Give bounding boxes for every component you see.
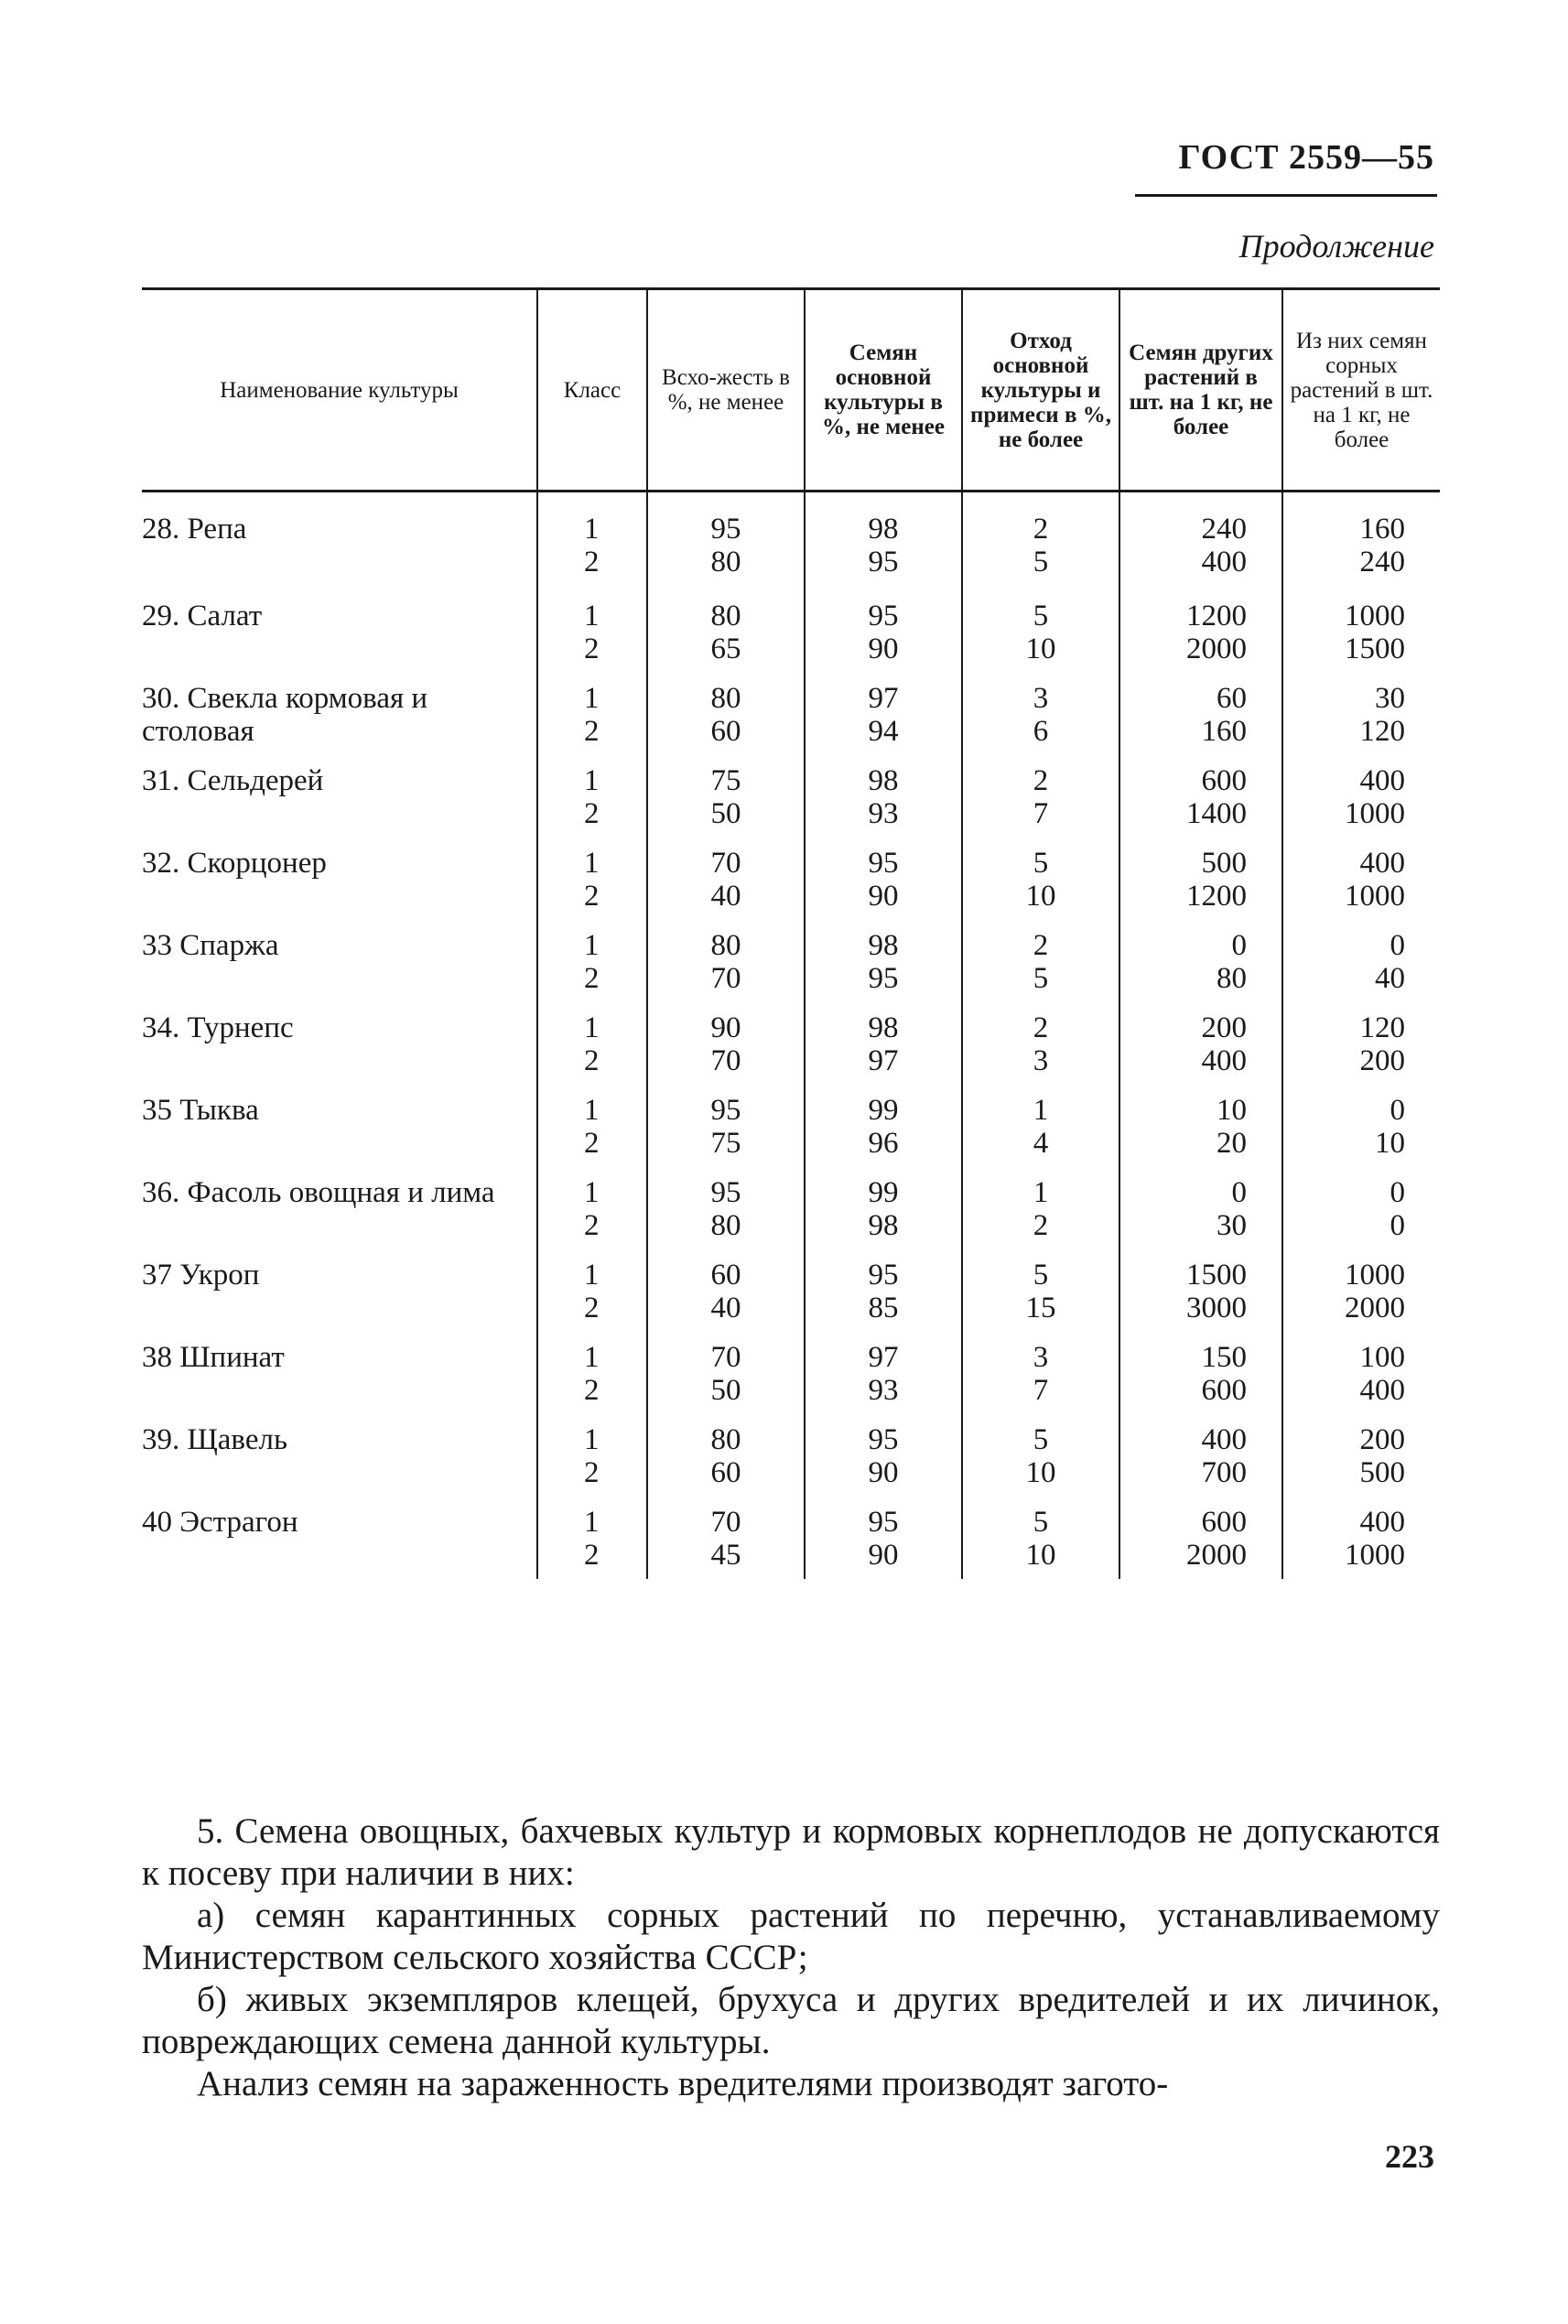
waste-value: 5 [1033,599,1049,632]
germination-cell [647,838,805,920]
weed-seeds-cell [1282,755,1440,838]
other-seeds-cell [1119,1167,1282,1249]
germination-value: 80 [710,928,741,962]
crop-name: 36. Фасоль овощная и лима [142,1175,495,1209]
waste-value: 5 [1033,1422,1049,1456]
weed-seeds-value: 400 [1359,846,1405,880]
waste-cell [962,1414,1119,1497]
germination-cell [647,755,805,838]
class-value: 2 [584,1373,600,1407]
table-row [142,1002,1440,1085]
weed-seeds-cell [1282,1414,1440,1497]
main-seeds-cell [805,1414,962,1497]
class-cell [537,673,647,755]
main-seeds-cell [805,1497,962,1579]
germination-cell [647,1332,805,1414]
crop-name-cell [142,838,537,920]
crop-name-cell [142,755,537,838]
crop-name-cell [142,1249,537,1332]
main-seeds-cell [805,1167,962,1249]
crop-name-cell [142,1414,537,1497]
waste-cell [962,920,1119,1002]
other-seeds-value: 600 [1201,763,1247,797]
table-row [142,1414,1440,1497]
main-seeds-value: 95 [868,1258,899,1292]
class-value: 1 [584,763,600,797]
main-seeds-value: 97 [868,1043,899,1077]
main-seeds-value: 98 [868,1011,899,1044]
class-cell [537,1249,647,1332]
main-seeds-value: 95 [868,546,899,578]
main-seeds-value: 90 [868,1455,899,1489]
other-seeds-value: 200 [1201,1011,1247,1044]
class-value: 2 [584,714,600,748]
main-seeds-cell [805,590,962,673]
germination-cell [647,1167,805,1249]
other-seeds-value: 240 [1201,513,1247,546]
weed-seeds-cell [1282,1002,1440,1085]
weed-seeds-value: 400 [1359,1373,1405,1407]
weed-seeds-value: 10 [1375,1126,1405,1160]
other-seeds-cell [1119,838,1282,920]
crop-name-cell [142,590,537,673]
waste-cell [962,755,1119,838]
other-seeds-value: 0 [1231,1175,1247,1209]
other-seeds-cell [1119,1085,1282,1167]
main-seeds-value: 90 [868,632,899,665]
class-value: 2 [584,1208,600,1242]
waste-cell [962,1332,1119,1414]
weed-seeds-value: 1000 [1345,1538,1405,1572]
weed-seeds-value: 40 [1375,961,1405,995]
germination-value: 40 [710,879,741,913]
column-header-waste: Отход основной культуры и примеси в %, не более [962,289,1119,492]
waste-value: 5 [1033,961,1049,995]
table-row [142,1167,1440,1249]
waste-value: 10 [1025,1538,1056,1572]
crop-name-cell [142,673,537,755]
other-seeds-cell [1119,920,1282,1002]
main-seeds-cell [805,1085,962,1167]
main-seeds-cell [805,1249,962,1332]
crop-name: 39. Щавель [142,1422,287,1456]
crop-name: 38 Шпинат [142,1340,285,1374]
class-value: 2 [584,1538,600,1572]
waste-value: 3 [1033,1340,1049,1374]
class-value: 2 [584,632,600,665]
paragraph-5: 5. Семена овощных, бахчевых культур и кормовых корнеплодов не допускаются к посеву при наличии в них: [142,1811,1440,1893]
weed-seeds-value: 0 [1390,928,1405,962]
other-seeds-value: 600 [1201,1505,1247,1539]
page-number: 223 [1385,2138,1434,2175]
main-seeds-cell [805,1332,962,1414]
main-seeds-value: 94 [868,714,899,748]
crop-name: 31. Сельдерей [142,763,324,797]
crop-name: 30. Свекла кормовая и столовая [142,681,428,748]
weed-seeds-cell [1282,1167,1440,1249]
waste-value: 15 [1025,1291,1056,1324]
class-cell [537,590,647,673]
waste-value: 1 [1033,1093,1049,1127]
germination-value: 60 [710,714,741,748]
other-seeds-value: 160 [1201,714,1247,748]
main-seeds-cell [805,673,962,755]
waste-value: 5 [1033,1505,1049,1539]
waste-value: 4 [1033,1126,1049,1160]
waste-value: 2 [1033,928,1049,962]
germination-value: 75 [710,763,741,797]
crop-name-cell [142,920,537,1002]
column-header-other-seeds: Семян других растений в шт. на 1 кг, не более [1119,289,1282,492]
other-seeds-value: 1500 [1186,1258,1247,1292]
column-header-germination: Всхо-жесть в %, не менее [647,289,805,492]
germination-cell [647,673,805,755]
class-cell [537,492,647,590]
table-header-row [142,289,1440,492]
other-seeds-cell [1119,590,1282,673]
continuation-label: Продолжение [1238,228,1434,265]
germination-value: 80 [710,599,741,632]
weed-seeds-value: 120 [1359,1011,1405,1044]
waste-value: 5 [1033,846,1049,880]
waste-value: 2 [1033,763,1049,797]
germination-value: 70 [710,1340,741,1374]
waste-value: 3 [1033,1043,1049,1077]
weed-seeds-value: 400 [1359,763,1405,797]
germination-value: 95 [710,1093,741,1127]
waste-value: 10 [1025,1455,1056,1489]
main-seeds-value: 97 [868,681,899,715]
other-seeds-value: 10 [1217,1093,1247,1127]
other-seeds-cell [1119,1414,1282,1497]
weed-seeds-cell [1282,1085,1440,1167]
class-cell [537,755,647,838]
main-seeds-value: 96 [868,1126,899,1160]
class-value: 1 [584,1340,600,1374]
weed-seeds-value: 1000 [1345,599,1405,632]
germination-cell [647,1249,805,1332]
waste-value: 6 [1033,714,1049,748]
waste-value: 3 [1033,681,1049,715]
germination-value: 60 [710,1455,741,1489]
main-seeds-value: 95 [868,599,899,632]
table-row [142,1085,1440,1167]
table-row [142,1332,1440,1414]
waste-cell [962,1249,1119,1332]
weed-seeds-value: 160 [1359,513,1405,546]
other-seeds-cell [1119,1497,1282,1579]
table-row [142,673,1440,755]
table-row [142,590,1440,673]
class-cell [537,1085,647,1167]
class-value: 1 [584,1258,600,1292]
germination-cell [647,1497,805,1579]
weed-seeds-cell [1282,838,1440,920]
crop-name: 32. Скорцонер [142,846,327,880]
main-seeds-value: 90 [868,879,899,913]
class-value: 2 [584,1291,600,1324]
class-value: 1 [584,928,600,962]
germination-value: 65 [710,632,741,665]
table-body [142,492,1440,1579]
waste-value: 10 [1025,879,1056,913]
class-cell [537,1332,647,1414]
germination-cell [647,590,805,673]
main-seeds-cell [805,1002,962,1085]
other-seeds-value: 500 [1201,846,1247,880]
main-seeds-value: 93 [868,796,899,830]
weed-seeds-value: 240 [1359,546,1405,578]
germination-value: 70 [710,1505,741,1539]
weed-seeds-value: 200 [1359,1422,1405,1456]
germination-value: 90 [710,1011,741,1044]
table-row [142,838,1440,920]
main-seeds-value: 95 [868,1422,899,1456]
germination-value: 60 [710,1258,741,1292]
weed-seeds-cell [1282,1497,1440,1579]
waste-value: 7 [1033,796,1049,830]
crop-name: 33 Спаржа [142,928,279,962]
germination-value: 95 [710,513,741,546]
main-seeds-value: 98 [868,928,899,962]
weed-seeds-value: 400 [1359,1505,1405,1539]
table-row [142,492,1440,590]
body-text [142,1811,1440,2105]
weed-seeds-value: 30 [1375,681,1405,715]
class-value: 1 [584,599,600,632]
class-value: 1 [584,1011,600,1044]
germination-cell [647,1085,805,1167]
other-seeds-value: 600 [1201,1373,1247,1407]
document-code: ГОСТ 2559—55 [1178,138,1434,177]
waste-value: 7 [1033,1373,1049,1407]
crop-name-cell [142,492,537,590]
main-seeds-cell [805,492,962,590]
germination-value: 50 [710,1373,741,1407]
class-value: 2 [584,1455,600,1489]
crop-name-cell [142,1085,537,1167]
germination-cell [647,1414,805,1497]
main-seeds-value: 93 [868,1373,899,1407]
waste-value: 5 [1033,1258,1049,1292]
other-seeds-value: 2000 [1186,632,1247,665]
main-seeds-value: 98 [868,1208,899,1242]
other-seeds-value: 2000 [1186,1538,1247,1572]
main-seeds-cell [805,755,962,838]
other-seeds-value: 80 [1217,961,1247,995]
main-seeds-value: 95 [868,1505,899,1539]
class-value: 1 [584,846,600,880]
class-value: 1 [584,1093,600,1127]
germination-value: 70 [710,961,741,995]
class-cell [537,920,647,1002]
germination-value: 80 [710,681,741,715]
other-seeds-value: 150 [1201,1340,1247,1374]
class-value: 1 [584,1422,600,1456]
germination-value: 95 [710,1175,741,1209]
weed-seeds-cell [1282,1332,1440,1414]
column-header-class: Класс [537,289,647,492]
waste-cell [962,1002,1119,1085]
weed-seeds-value: 120 [1359,714,1405,748]
germination-cell [647,920,805,1002]
germination-value: 70 [710,846,741,880]
waste-cell [962,590,1119,673]
waste-value: 2 [1033,513,1049,546]
column-header-main-seeds: Семян основной культуры в %, не менее [805,289,962,492]
germination-value: 75 [710,1126,741,1160]
other-seeds-value: 400 [1201,1043,1247,1077]
weed-seeds-cell [1282,590,1440,673]
other-seeds-cell [1119,1002,1282,1085]
crop-name-cell [142,1332,537,1414]
main-seeds-value: 95 [868,846,899,880]
header-rule [1135,194,1437,197]
weed-seeds-cell [1282,673,1440,755]
table-row [142,920,1440,1002]
class-value: 1 [584,1505,600,1539]
weed-seeds-value: 200 [1359,1043,1405,1077]
paragraph-analysis: Анализ семян на зараженность вредителями производят загото- [197,2064,1169,2103]
other-seeds-value: 400 [1201,546,1247,578]
crop-name: 35 Тыква [142,1093,259,1127]
table-row [142,1249,1440,1332]
crop-name-cell [142,1167,537,1249]
column-header-crop-name: Наименование культуры [220,377,459,403]
main-seeds-value: 99 [868,1093,899,1127]
other-seeds-cell [1119,1332,1282,1414]
weed-seeds-value: 0 [1390,1093,1405,1127]
class-value: 2 [584,879,600,913]
germination-value: 45 [710,1538,741,1572]
weed-seeds-value: 2000 [1345,1291,1405,1324]
other-seeds-value: 3000 [1186,1291,1247,1324]
crop-name: 40 Эстрагон [142,1505,298,1539]
weed-seeds-value: 0 [1390,1208,1405,1242]
waste-cell [962,492,1119,590]
class-cell [537,1414,647,1497]
waste-value: 5 [1033,546,1049,578]
class-value: 2 [584,1126,600,1160]
other-seeds-value: 700 [1201,1455,1247,1489]
germination-cell [647,492,805,590]
waste-cell [962,1167,1119,1249]
germination-cell [647,1002,805,1085]
crop-name: 29. Салат [142,599,263,632]
weed-seeds-cell [1282,492,1440,590]
weed-seeds-value: 1000 [1345,1258,1405,1292]
weed-seeds-value: 500 [1359,1455,1405,1489]
other-seeds-value: 400 [1201,1422,1247,1456]
weed-seeds-value: 100 [1359,1340,1405,1374]
waste-value: 2 [1033,1011,1049,1044]
other-seeds-value: 1200 [1186,599,1247,632]
paragraph-5a: а) семян карантинных сорных растений по перечню, устанавливаемому Министерством сельского хозяйства СССР; [142,1896,1440,1977]
weed-seeds-value: 0 [1390,1175,1405,1209]
main-seeds-value: 97 [868,1340,899,1374]
class-value: 1 [584,1175,600,1209]
waste-value: 1 [1033,1175,1049,1209]
class-value: 2 [584,1043,600,1077]
crop-name-cell [142,1002,537,1085]
main-seeds-value: 90 [868,1538,899,1572]
other-seeds-value: 30 [1217,1208,1247,1242]
crop-name: 28. Репа [142,513,247,546]
class-cell [537,1167,647,1249]
paragraph-5b: б) живых экземпляров клещей, брухуса и других вредителей и их личинок, повреждающих семена данной культуры. [142,1980,1440,2061]
main-seeds-value: 98 [868,763,899,797]
other-seeds-value: 60 [1217,681,1247,715]
class-value: 1 [584,681,600,715]
table-row [142,1497,1440,1579]
waste-value: 2 [1033,1208,1049,1242]
weed-seeds-cell [1282,1249,1440,1332]
class-cell [537,838,647,920]
weed-seeds-value: 1000 [1345,796,1405,830]
crop-name: 34. Турнепс [142,1011,294,1044]
other-seeds-value: 1200 [1186,879,1247,913]
other-seeds-value: 0 [1231,928,1247,962]
class-value: 2 [584,546,600,578]
other-seeds-cell [1119,1249,1282,1332]
germination-value: 80 [710,1208,741,1242]
table-row [142,755,1440,838]
waste-cell [962,1085,1119,1167]
class-value: 1 [584,513,600,546]
waste-cell [962,673,1119,755]
other-seeds-value: 1400 [1186,796,1247,830]
germination-value: 40 [710,1291,741,1324]
weed-seeds-cell [1282,920,1440,1002]
main-seeds-value: 99 [868,1175,899,1209]
main-seeds-value: 95 [868,961,899,995]
germination-value: 80 [710,546,741,578]
germination-value: 50 [710,796,741,830]
waste-cell [962,1497,1119,1579]
weed-seeds-value: 1500 [1345,632,1405,665]
other-seeds-cell [1119,492,1282,590]
main-seeds-cell [805,920,962,1002]
other-seeds-cell [1119,673,1282,755]
class-cell [537,1497,647,1579]
class-value: 2 [584,961,600,995]
other-seeds-value: 20 [1217,1126,1247,1160]
crop-name-cell [142,1497,537,1579]
seed-standards-table [142,287,1440,1579]
class-value: 2 [584,796,600,830]
crop-name: 37 Укроп [142,1258,260,1292]
germination-value: 80 [710,1422,741,1456]
waste-value: 10 [1025,632,1056,665]
waste-cell [962,838,1119,920]
class-cell [537,1002,647,1085]
other-seeds-cell [1119,755,1282,838]
main-seeds-cell [805,838,962,920]
main-seeds-value: 98 [868,513,899,546]
germination-value: 70 [710,1043,741,1077]
main-seeds-value: 85 [868,1291,899,1324]
column-header-weed-seeds: Из них семян сорных растений в шт. на 1 кг, не более [1282,289,1440,492]
weed-seeds-value: 1000 [1345,879,1405,913]
